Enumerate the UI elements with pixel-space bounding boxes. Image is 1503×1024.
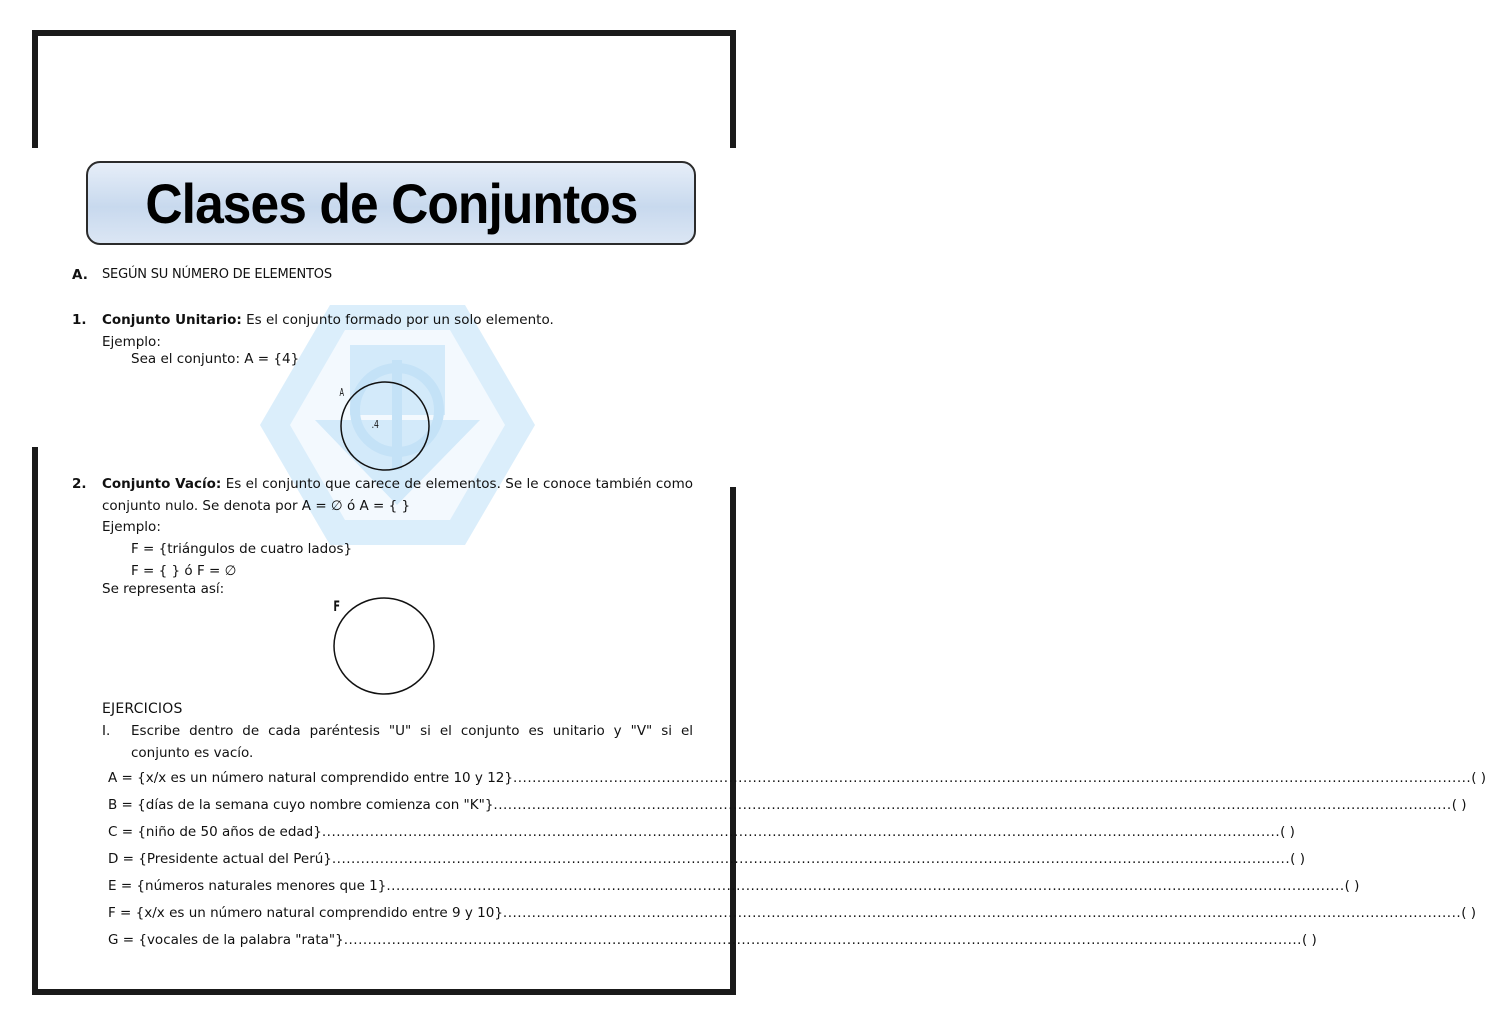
item1-line [102, 311, 554, 329]
instruction-line2: conjunto es vacío. [131, 745, 254, 761]
exercise-item-leader-dots: ........................................................................................................................................................................................................ [343, 932, 1302, 948]
item2-example-label: Ejemplo: [102, 519, 161, 535]
exercise-item [108, 823, 1295, 841]
exercise-item-text: A = {x/x es un número natural comprendido entre 10 y 12} [108, 770, 513, 786]
title-banner [86, 161, 696, 245]
frame-left-border-lower [32, 447, 38, 995]
frame-left-border [32, 30, 38, 148]
empty-set-label: F [333, 599, 341, 615]
item1-number: 1. [72, 312, 87, 328]
frame-top-border [32, 30, 736, 36]
exercise-item [108, 931, 1317, 949]
frame-right-border [730, 30, 736, 148]
instruction-line1: Escribe dentro de cada paréntesis "U" si el conjunto es unitario y "V" si el [131, 723, 693, 739]
exercise-item [108, 850, 1305, 868]
exercise-item-text: F = {x/x es un número natural comprendido entre 9 y 10} [108, 905, 503, 921]
item2-definition: Es el conjunto que carece de elementos. Se le conoce también como conjunto nulo. Se denota por A = ∅ ó A = { } [102, 476, 693, 514]
exercise-item-text: D = {Presidente actual del Perú} [108, 851, 332, 867]
exercises-heading: EJERCICIOS [102, 701, 183, 717]
exercise-item [108, 769, 1487, 787]
answer-parenthesis[interactable]: ( ) [1451, 797, 1467, 813]
empty-set-diagram [330, 596, 438, 698]
exercise-item-leader-dots: ........................................................................................................................................................................................................ [386, 878, 1345, 894]
item2-number: 2. [72, 476, 87, 492]
instruction-number: I. [102, 723, 111, 739]
exercise-item-text: B = {días de la semana cuyo nombre comienza con "K"} [108, 797, 494, 813]
answer-parenthesis[interactable]: ( ) [1280, 824, 1295, 840]
exercise-item-text: C = {niño de 50 años de edad} [108, 824, 322, 840]
item1-example-label: Ejemplo: [102, 334, 161, 350]
exercise-item-leader-dots: ........................................................................................................................................................................................................ [331, 851, 1291, 867]
page-title: Clases de Conjuntos [144, 171, 638, 235]
item1-definition: Es el conjunto formado por un solo elemento. [241, 312, 554, 328]
exercise-item-text: E = {números naturales menores que 1} [108, 878, 387, 894]
exercise-item-leader-dots: ........................................................................................................................................................................................................ [493, 797, 1452, 813]
frame-bottom-border [32, 989, 736, 995]
exercise-item [108, 877, 1360, 895]
unitary-set-label: A [339, 386, 345, 399]
item2-represent-label: Se representa así: [102, 581, 225, 597]
exercise-item-leader-dots: ........................................................................................................................................................................................................ [512, 770, 1472, 786]
exercise-item-leader-dots: ........................................................................................................................................................................................................ [321, 824, 1281, 840]
exercise-item [108, 904, 1477, 922]
exercise-item [108, 796, 1467, 814]
item2-term: Conjunto Vacío: [102, 476, 222, 492]
answer-parenthesis[interactable]: ( ) [1471, 770, 1487, 786]
exercise-item-leader-dots: ........................................................................................................................................................................................................ [502, 905, 1462, 921]
answer-parenthesis[interactable]: ( ) [1461, 905, 1477, 921]
item2-paragraph [102, 473, 693, 517]
item1-term: Conjunto Unitario: [102, 312, 242, 328]
section-heading: SEGÚN SU NÚMERO DE ELEMENTOS [102, 267, 332, 282]
answer-parenthesis[interactable]: ( ) [1301, 932, 1317, 948]
section-letter: A. [72, 267, 88, 283]
answer-parenthesis[interactable]: ( ) [1344, 878, 1360, 894]
item2-example-line1: F = {triángulos de cuatro lados} [131, 541, 353, 557]
answer-parenthesis[interactable]: ( ) [1290, 851, 1305, 867]
item2-example-line2: F = { } ó F = ∅ [131, 563, 237, 579]
item1-example-text: Sea el conjunto: A = {4} [131, 351, 300, 367]
unitary-set-diagram [330, 380, 440, 470]
exercise-item-text: G = {vocales de la palabra "rata"} [108, 932, 344, 948]
unitary-set-element: .4 [371, 418, 379, 431]
